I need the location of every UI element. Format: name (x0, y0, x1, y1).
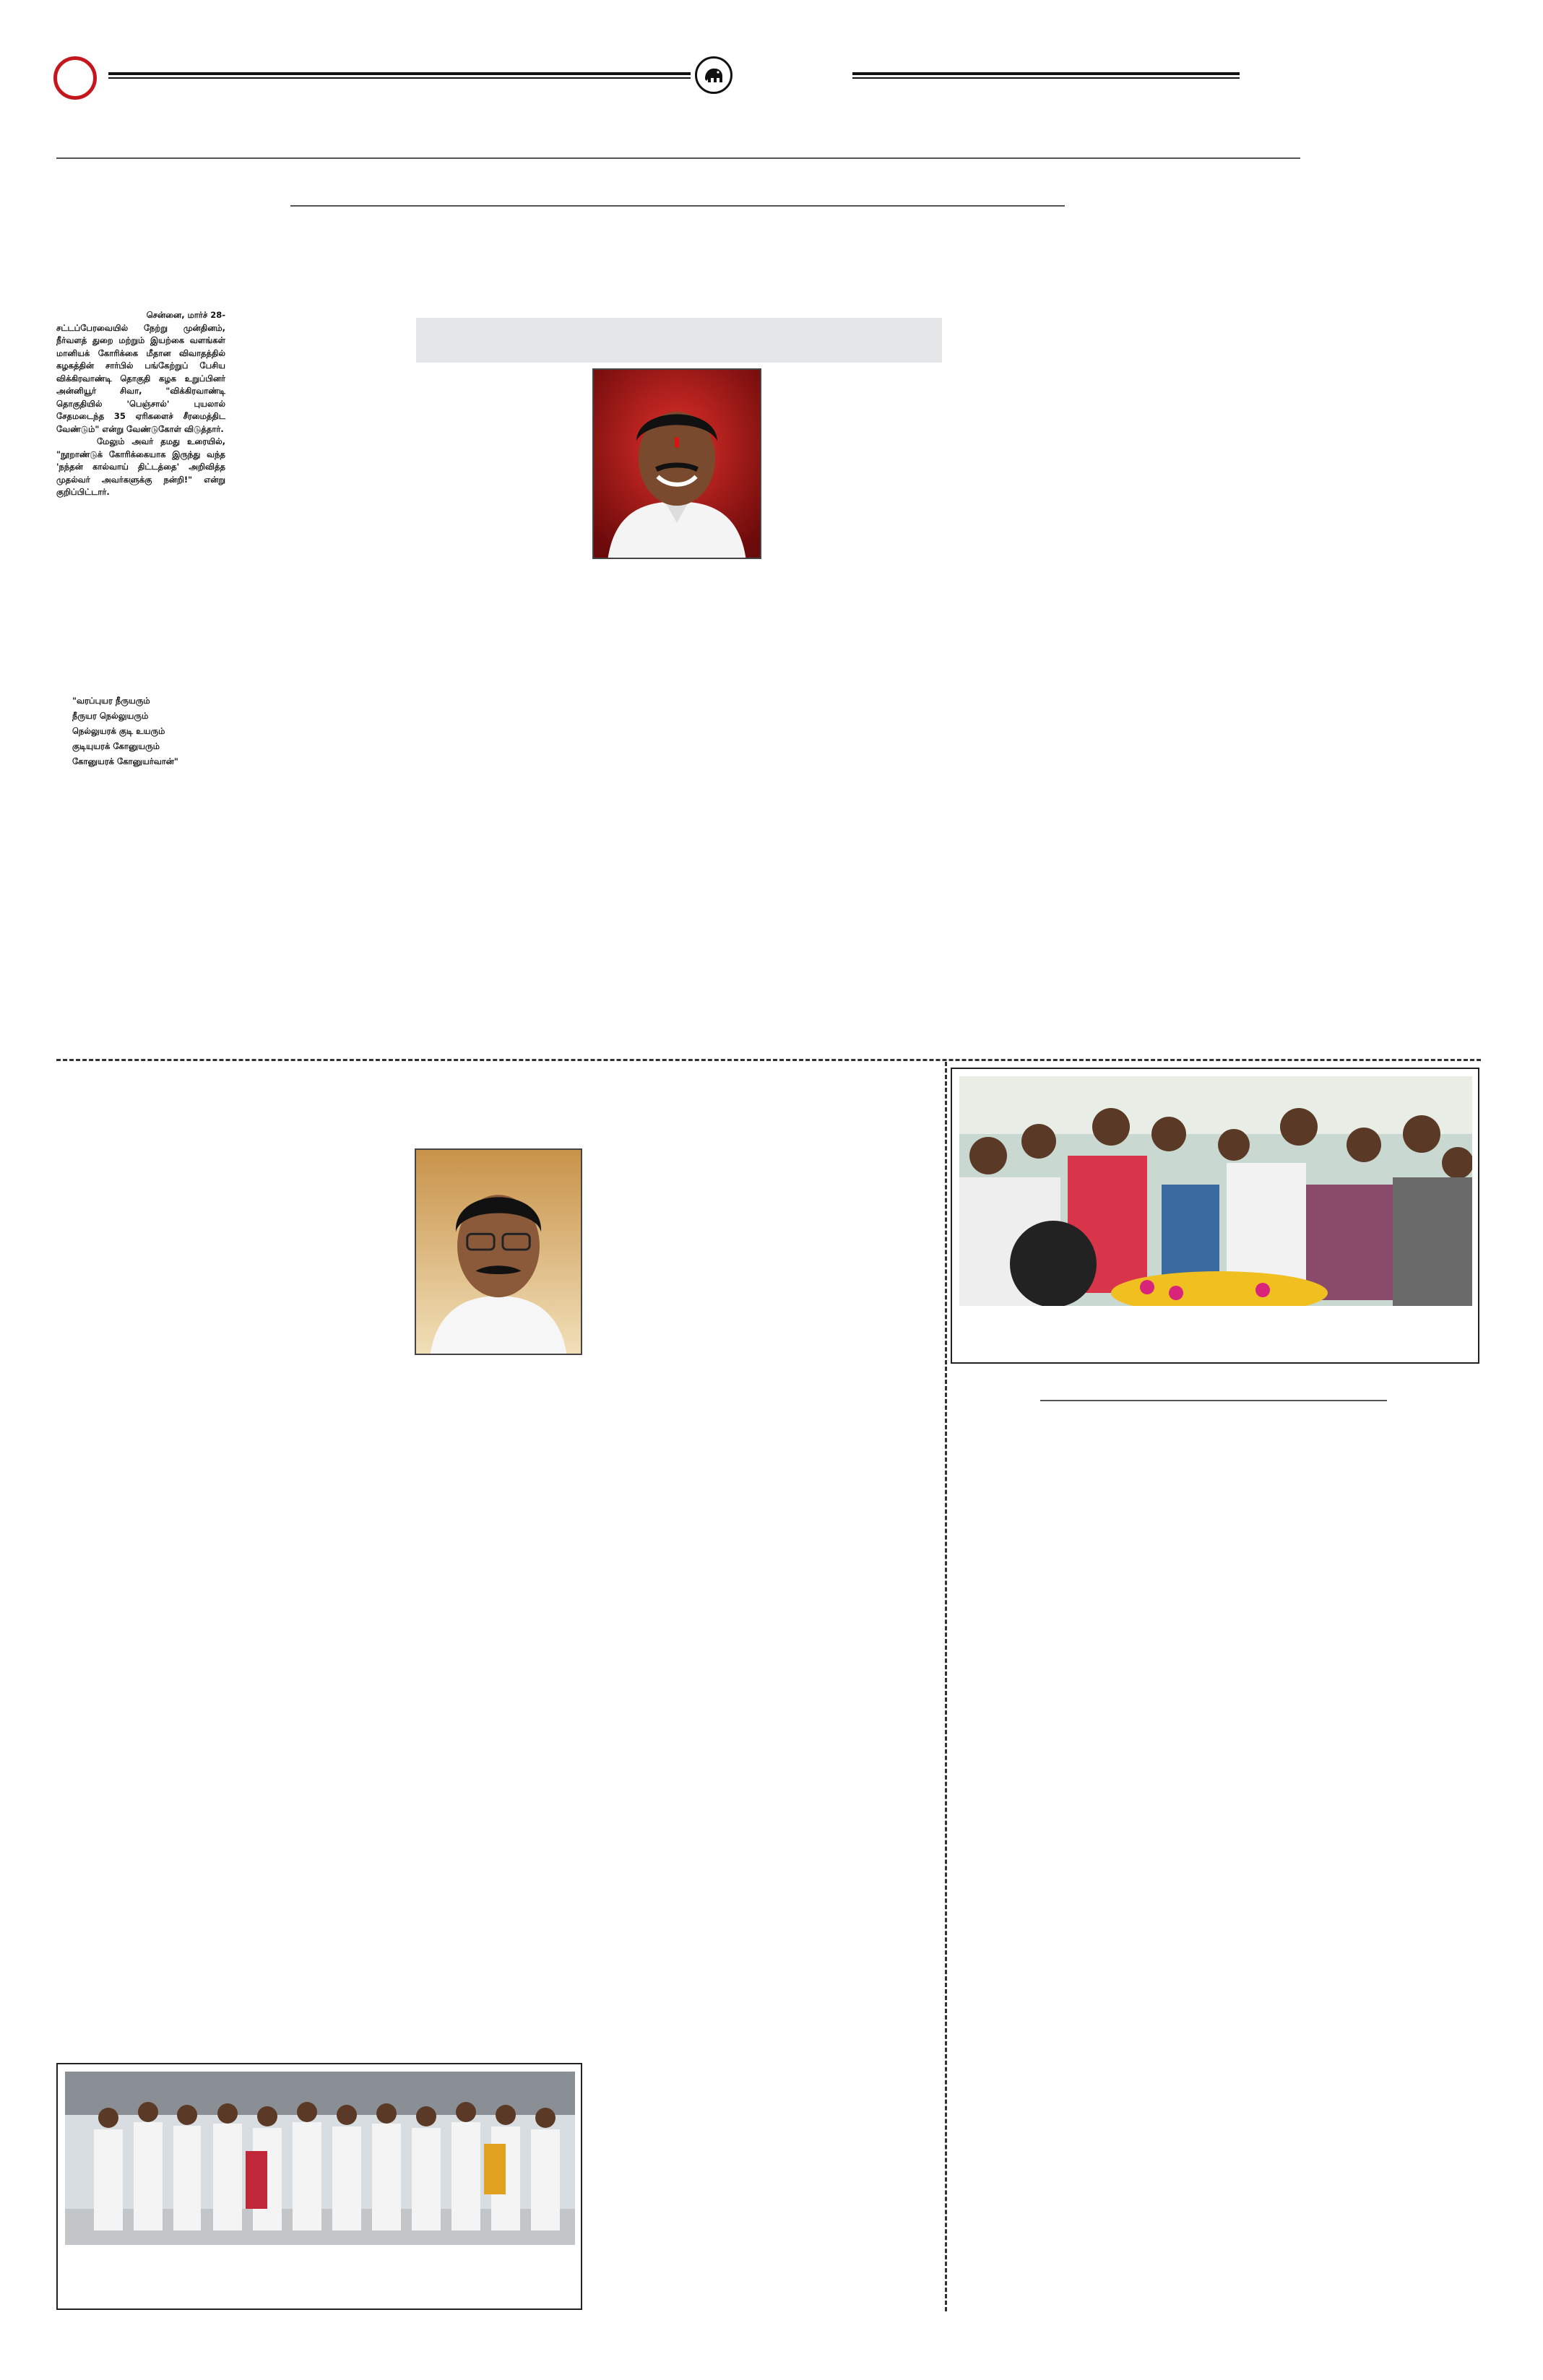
group-photo-bottom (65, 2072, 575, 2245)
article-body (56, 309, 225, 499)
verse-line: நீருயர நெல்லுயரும் (72, 711, 149, 721)
column-divider (945, 1062, 947, 2311)
elephant-emblem-icon (695, 56, 732, 94)
news-photo-box-bottom (56, 2063, 582, 2310)
article-paragraph-1: சட்டப்பேரவையில் நேற்று முன்தினம், நீர்வளத் துறை மற்றும் இயற்கை வளங்கள் மானியக் கோரிக்கை மீதான விவாதத்தில் கழகத்தின் சார்பில் பங்கேற்றுப் பேசிய விக்கிரவாண்டி தொகுதி கழக உறுப்பினர் அன்னியூர் சிவா, "விக்கிரவாண்டி தொகுதியில் 'பெஞ்சால்' புயலால் சேதமடைந்த 35 ஏரிகளைச் சீரமைத்திட வேண்டும்" என்று வேண்டுகோள் விடுத்தார். (56, 322, 225, 434)
masthead-rule-right (852, 72, 1240, 79)
verse-line: குடியுயரக் கோனுயரும் (72, 741, 160, 751)
news-photo-box-right (951, 1068, 1479, 1364)
article-dateline: சென்னை, மார்ச் 28- (146, 310, 225, 320)
header-separator (56, 157, 1300, 159)
portrait-photo-1 (592, 368, 761, 559)
article-paragraph-2: மேலும் அவர் தமது உரையில், "நூறாண்டுக் கோரிக்கையாக இருந்து வந்த 'நந்தன் கால்வாய் திட்டத்தை' அறிவித்த முதல்வர் அவர்களுக்கு நன்றி!" என்று குறிப்பிட்டார். (56, 436, 225, 497)
headline-rule (290, 205, 1065, 207)
right-column-headline-rule (1040, 1400, 1387, 1401)
portrait-photo-2 (415, 1148, 582, 1355)
verse-line: நெல்லுயரக் குடி உயரும் (72, 726, 165, 736)
section-divider (56, 1059, 1481, 1061)
verse-line: கோனுயரக் கோனுயர்வான்" (72, 756, 178, 766)
headline-banner (416, 318, 942, 363)
article-verse (72, 693, 238, 769)
masthead-rule-left (108, 72, 691, 79)
crowd-photo-right (959, 1076, 1472, 1306)
masthead-logo-icon (53, 56, 97, 100)
verse-line: "வரப்புயர நீருயரும் (72, 696, 150, 706)
